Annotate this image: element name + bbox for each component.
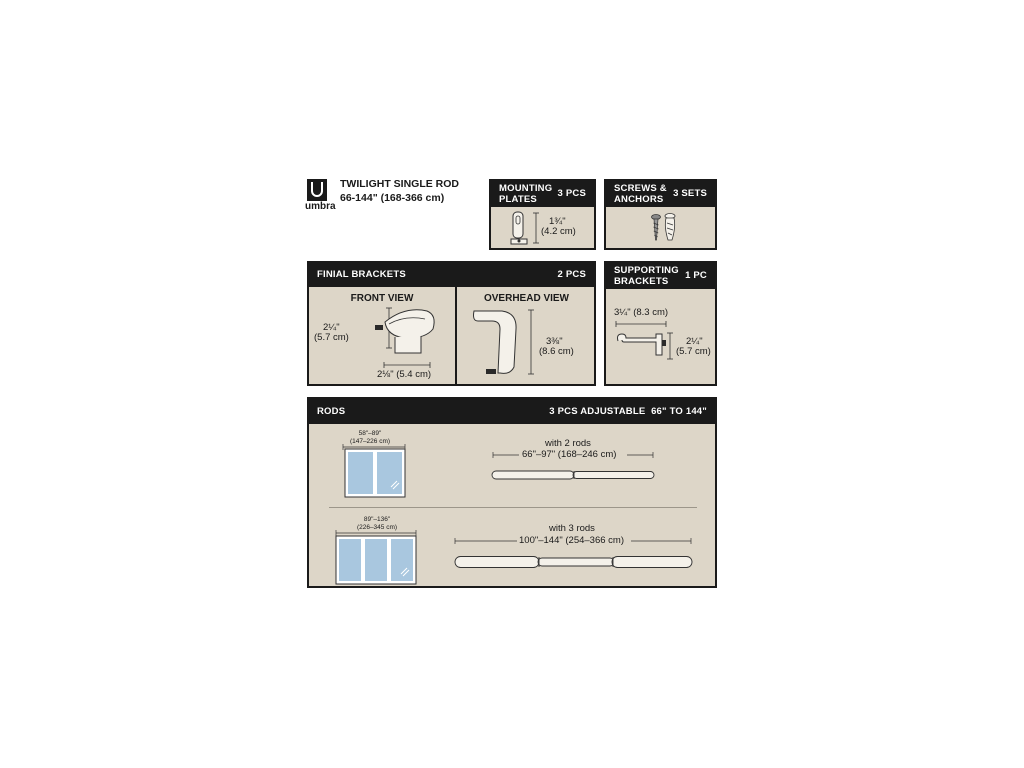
screws-label-2: ANCHORS bbox=[614, 194, 664, 205]
front-width-dim-line bbox=[384, 362, 430, 368]
two-rods-caption: with 2 rods bbox=[545, 438, 591, 449]
finial-brackets-panel bbox=[307, 261, 596, 386]
front-width-dim: 2⅛" (5.4 cm) bbox=[377, 369, 432, 380]
screws-label-1: SCREWS & bbox=[614, 183, 667, 194]
mounting-plate-dim-2: (4.2 cm) bbox=[541, 226, 576, 237]
product-title-line2: 66-144" (168-366 cm) bbox=[340, 192, 445, 204]
two-rods-range-dim-line bbox=[493, 452, 653, 458]
mounting-plate-icon bbox=[509, 211, 529, 247]
screws-qty: 3 SETS bbox=[673, 188, 707, 199]
two-rods-window-size-2: (147–226 cm) bbox=[349, 438, 391, 445]
three-panel-window-icon bbox=[336, 536, 416, 584]
rods-header bbox=[309, 399, 715, 424]
two-rods-rod-icon bbox=[491, 469, 655, 481]
rods-divider bbox=[329, 507, 697, 508]
three-rods-range: 100"–144" (254–366 cm) bbox=[519, 535, 624, 546]
anchor-icon bbox=[664, 213, 676, 243]
finial-front-view-icon bbox=[375, 305, 441, 355]
screw-icon bbox=[651, 214, 661, 242]
front-height-dim-1: 2¼" bbox=[323, 322, 340, 333]
supporting-brackets-label-2: BRACKETS bbox=[614, 276, 669, 287]
three-rods-rod-icon bbox=[454, 555, 694, 569]
overhead-dim-1: 3⅜" bbox=[546, 336, 563, 347]
mounting-plate-dim-line bbox=[533, 213, 539, 243]
supporting-width-dim: 3¼" (8.3 cm) bbox=[614, 307, 669, 318]
screws-header bbox=[606, 181, 715, 207]
product-title-line1: TWILIGHT SINGLE ROD bbox=[340, 178, 459, 190]
finial-brackets-header bbox=[309, 263, 594, 287]
finial-brackets-label: FINIAL BRACKETS bbox=[317, 269, 406, 280]
supporting-brackets-label-1: SUPPORTING bbox=[614, 265, 679, 276]
front-view-label: FRONT VIEW bbox=[350, 293, 414, 304]
finial-brackets-qty: 2 PCS bbox=[557, 269, 586, 280]
two-rods-range: 66"–97" (168–246 cm) bbox=[522, 449, 617, 460]
supporting-brackets-qty: 1 PC bbox=[685, 270, 707, 281]
overhead-dim-line bbox=[528, 310, 534, 374]
screws-panel bbox=[604, 179, 717, 250]
rods-qty: 3 PCS ADJUSTABLE 66" TO 144" bbox=[549, 406, 707, 417]
three-rods-window-size-2: (226–345 cm) bbox=[356, 524, 398, 531]
supporting-height-dim-2: (5.7 cm) bbox=[676, 346, 711, 357]
supporting-height-dim-line bbox=[667, 333, 673, 359]
two-panel-window-icon bbox=[345, 449, 405, 497]
mounting-plates-qty: 3 PCS bbox=[557, 188, 586, 199]
front-height-dim-2: (5.7 cm) bbox=[314, 332, 349, 343]
overhead-view-label: OVERHEAD VIEW bbox=[483, 293, 569, 304]
mounting-plates-header bbox=[491, 181, 594, 207]
mounting-plate-dim-1: 1¾" bbox=[549, 216, 566, 227]
two-rods-window-size-1: 58"–89" bbox=[358, 430, 382, 437]
rods-panel bbox=[307, 397, 717, 588]
three-rods-caption: with 3 rods bbox=[549, 523, 595, 534]
umbra-u-logo-icon bbox=[307, 179, 327, 201]
brand-logo-text: umbra bbox=[305, 201, 336, 212]
mounting-plates-label-2: PLATES bbox=[499, 194, 537, 205]
supporting-brackets-panel bbox=[604, 261, 717, 386]
supporting-bracket-icon bbox=[616, 331, 666, 357]
overhead-dim-2: (8.6 cm) bbox=[539, 346, 574, 357]
supporting-width-dim-line bbox=[616, 321, 666, 327]
supporting-brackets-header bbox=[606, 263, 715, 289]
finial-overhead-view-icon bbox=[472, 309, 522, 379]
three-rods-range-dim-line bbox=[455, 538, 691, 544]
mounting-plates-label-1: MOUNTING bbox=[499, 183, 553, 194]
three-rods-window-size-1: 89"–136" bbox=[363, 516, 391, 523]
rods-label: RODS bbox=[317, 406, 346, 417]
supporting-height-dim-1: 2¼" bbox=[686, 336, 703, 347]
mounting-plates-panel bbox=[489, 179, 596, 250]
